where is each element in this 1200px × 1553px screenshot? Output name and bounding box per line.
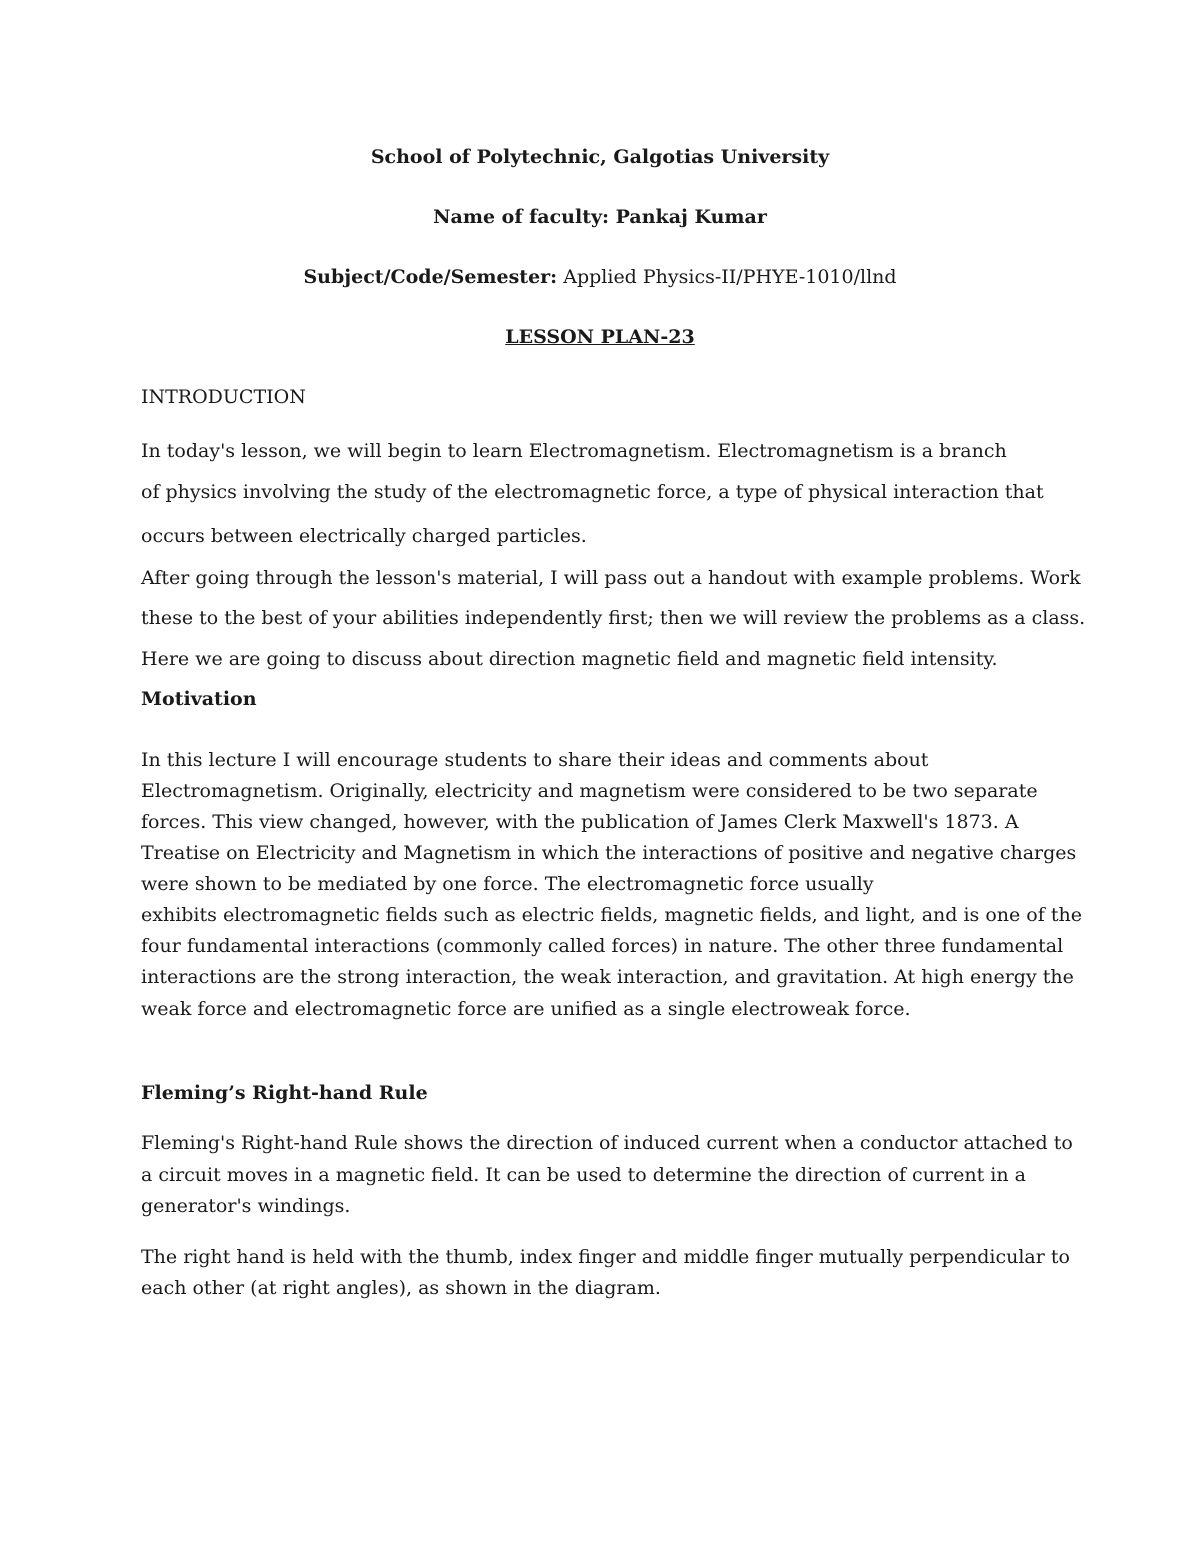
motivation-line: In this lecture I will encourage students to share their ideas and comments about	[141, 749, 929, 771]
motivation-line: four fundamental interactions (commonly called forces) in nature. The other three fundamental	[141, 935, 1064, 957]
faculty-name: Name of faculty: Pankaj Kumar	[433, 206, 767, 228]
fleming-line: generator's windings.	[141, 1195, 351, 1217]
introduction-line: In today's lesson, we will begin to learn Electromagnetism. Electromagnetism is a branch	[141, 440, 1007, 462]
introduction-heading: INTRODUCTION	[141, 386, 306, 408]
introduction-line: these to the best of your abilities independently first; then we will review the problems as a class.	[141, 607, 1086, 629]
introduction-line: of physics involving the study of the electromagnetic force, a type of physical interaction that	[141, 481, 1044, 503]
school-name: School of Polytechnic, Galgotias University	[370, 146, 830, 168]
fleming-line: Fleming's Right-hand Rule shows the direction of induced current when a conductor attached to	[141, 1132, 1073, 1154]
motivation-line: forces. This view changed, however, with the publication of James Clerk Maxwell's 1873. A	[141, 811, 1019, 833]
subject-line	[0, 265, 1200, 289]
motivation-line: interactions are the strong interaction, the weak interaction, and gravitation. At high energy the	[141, 966, 1074, 988]
fleming-line: a circuit moves in a magnetic field. It can be used to determine the direction of current in a	[141, 1164, 1026, 1186]
fleming-line: each other (at right angles), as shown in the diagram.	[141, 1277, 661, 1299]
motivation-line: Treatise on Electricity and Magnetism in which the interactions of positive and negative charges	[141, 842, 1077, 864]
subject-label: Subject/Code/Semester:	[303, 266, 558, 288]
motivation-line: were shown to be mediated by one force. The electromagnetic force usually	[141, 873, 874, 895]
motivation-heading: Motivation	[141, 688, 257, 710]
introduction-line: occurs between electrically charged particles.	[141, 525, 587, 547]
lesson-title: LESSON PLAN-23	[505, 326, 695, 348]
motivation-line: Electromagnetism. Originally, electricity and magnetism were considered to be two separate	[141, 780, 1038, 802]
fleming-line: The right hand is held with the thumb, index finger and middle finger mutually perpendicular to	[141, 1246, 1070, 1268]
introduction-line: Here we are going to discuss about direction magnetic field and magnetic field intensity.	[141, 648, 998, 670]
introduction-line: After going through the lesson's material, I will pass out a handout with example problems. Work	[141, 567, 1081, 589]
motivation-line: weak force and electromagnetic force are unified as a single electroweak force.	[141, 998, 911, 1020]
motivation-line: exhibits electromagnetic fields such as electric fields, magnetic fields, and light, and is one of the	[141, 904, 1082, 926]
fleming-heading: Fleming’s Right-hand Rule	[141, 1082, 428, 1104]
subject-value: Applied Physics-II/PHYE-1010/llnd	[557, 266, 897, 288]
